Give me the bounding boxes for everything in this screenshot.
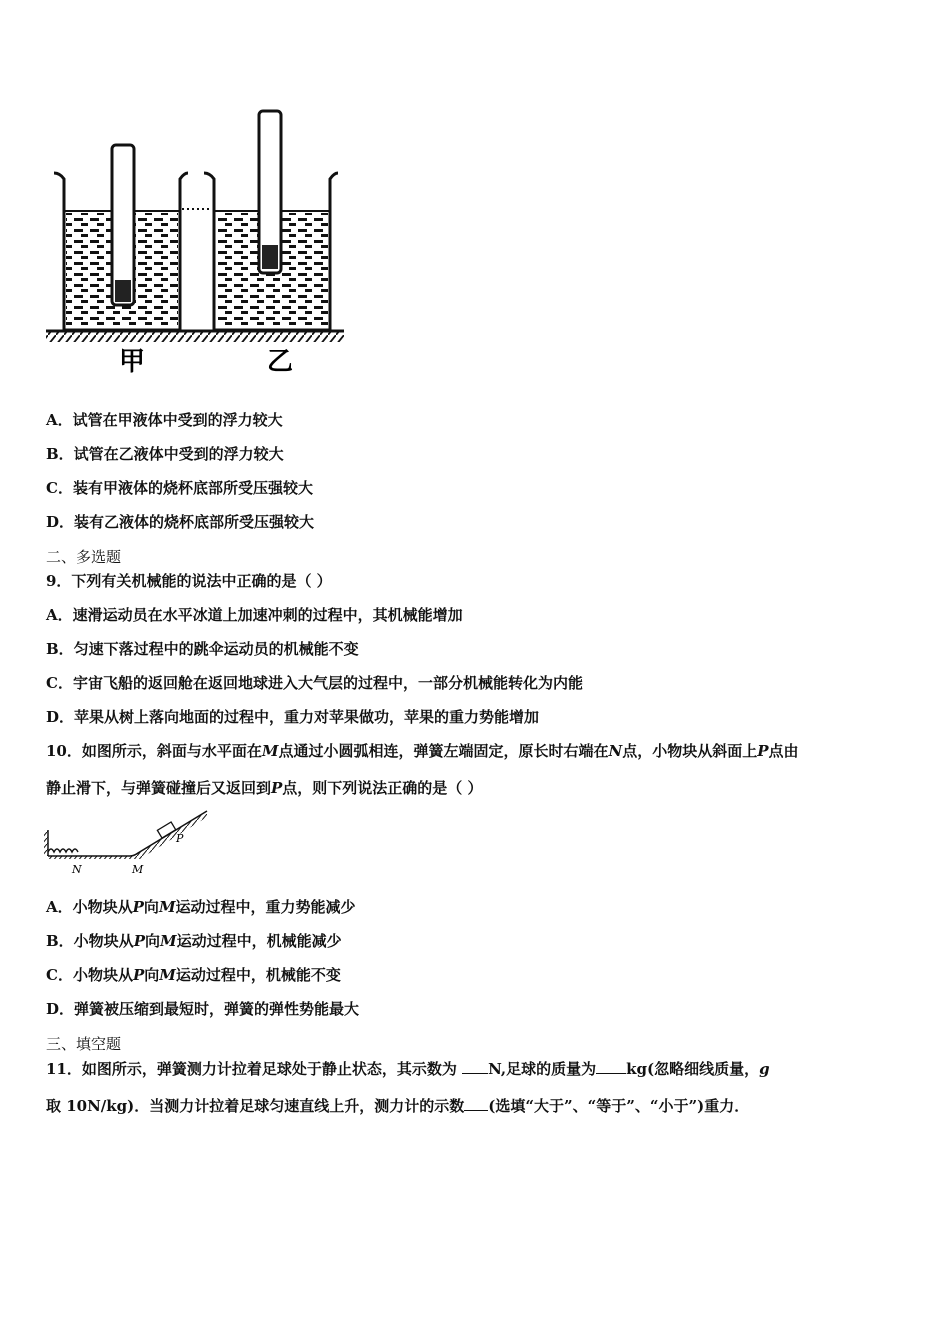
q10-option-c: C．小物块从P向M运动过程中，机械能不变 (46, 966, 341, 984)
section-title-fill-in: 三、填空题 (46, 1035, 122, 1053)
q9-option-c: C．宇宙飞船的返回舱在返回地球进入大气层的过程中，一部分机械能转化为内能 (46, 674, 583, 692)
label-p: P (176, 832, 184, 845)
q8-option-d: D．装有乙液体的烧杯底部所受压强较大 (46, 513, 315, 531)
q10-option-b: B．小物块从P向M运动过程中，机械能减少 (46, 932, 342, 950)
q10-option-a: A．小物块从P向M运动过程中，重力势能减少 (46, 898, 356, 916)
q8-option-c: C．装有甲液体的烧杯底部所受压强较大 (46, 479, 313, 497)
q9-option-d: D．苹果从树上落向地面的过程中，重力对苹果做功，苹果的重力势能增加 (46, 708, 540, 726)
q10-stem-line1: 10．如图所示，斜面与水平面在M点通过小圆弧相连，弹簧左端固定，原长时右端在N点，小物块从斜面上P点由 (46, 742, 799, 760)
q11-line2: 取 10N/kg)．当测力计拉着足球匀速直线上升，测力计的示数 (选填“大于”、“等于”、“小于”)重力． (46, 1097, 750, 1115)
q8-option-a: A．试管在甲液体中受到的浮力较大 (46, 411, 283, 429)
test-tube-right (259, 111, 281, 273)
spring (48, 849, 78, 852)
ground-hatch (46, 331, 344, 342)
q9-option-b: B．匀速下落过程中的跳伞运动员的机械能不变 (46, 640, 359, 658)
incline-spring-figure (42, 808, 212, 880)
q10-option-d: D．弹簧被压缩到最短时，弹簧的弹性势能最大 (46, 1000, 360, 1018)
beakers-figure (40, 105, 350, 380)
beaker-left (54, 145, 188, 330)
q9-stem: 9．下列有关机械能的说法中正确的是（ ） (46, 572, 332, 590)
answer-blank-2[interactable] (596, 1059, 626, 1074)
beaker-right (204, 111, 338, 330)
label-n: N (72, 863, 82, 876)
section-title-multiple-choice: 二、多选题 (46, 548, 122, 566)
test-tube-left (112, 145, 134, 305)
q11-line1: 11．如图所示，弹簧测力计拉着足球处于静止状态，其示数为 N,足球的质量为 kg(忽略细线质量，g (46, 1060, 770, 1078)
label-yi: 乙 (266, 347, 294, 377)
q9-option-a: A．速滑运动员在水平冰道上加速冲刺的过程中，其机械能增加 (46, 606, 463, 624)
q10-stem-line2: 静止滑下，与弹簧碰撞后又返回到P点，则下列说法正确的是（ ） (46, 779, 483, 797)
label-m: M (132, 863, 144, 876)
label-jia: 甲 (118, 347, 146, 377)
answer-blank-3[interactable] (464, 1096, 488, 1111)
q8-option-b: B．试管在乙液体中受到的浮力较大 (46, 445, 284, 463)
answer-blank-1[interactable] (462, 1059, 488, 1074)
